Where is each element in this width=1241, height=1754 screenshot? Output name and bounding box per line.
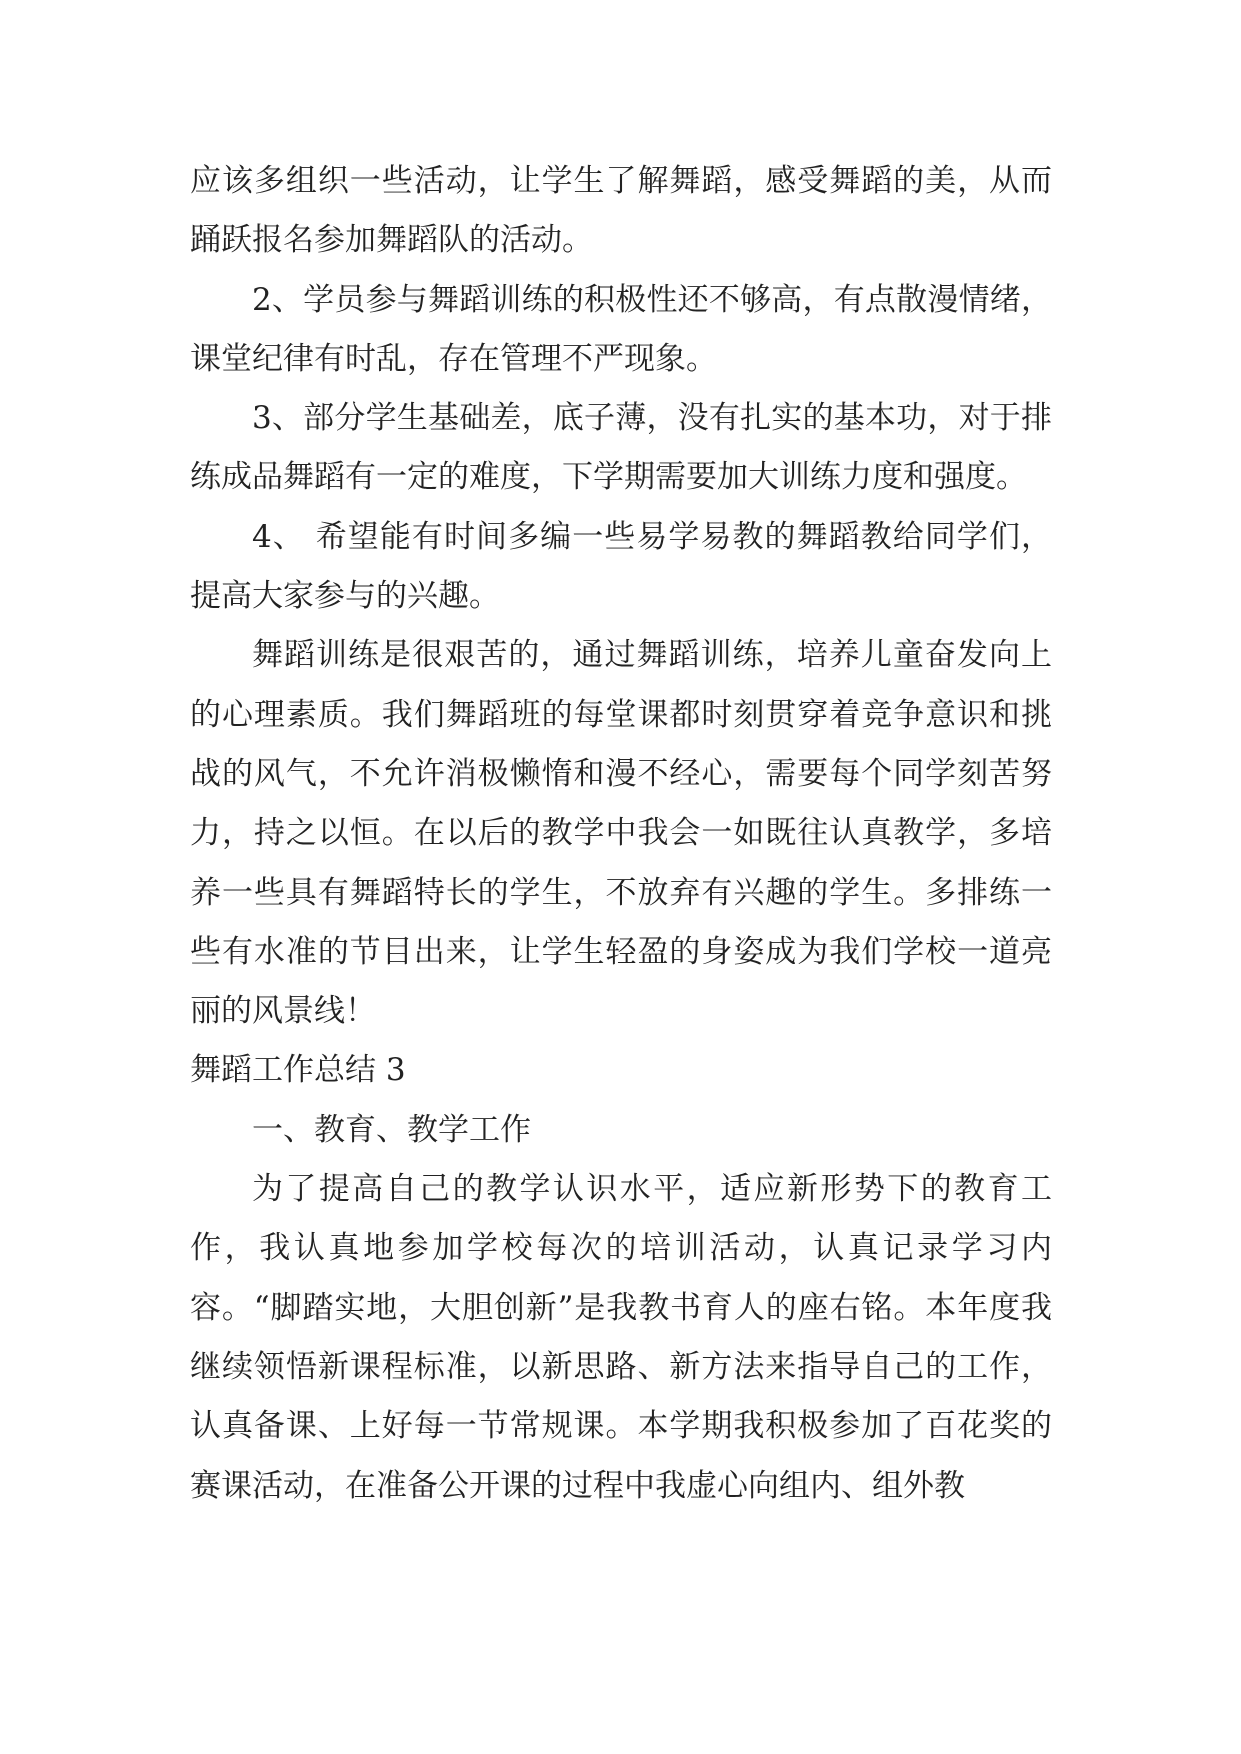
paragraph-item-3: 3、部分学生基础差，底子薄，没有扎实的基本功，对于排练成品舞蹈有一定的难度，下学期需要加大训练力度和强度。: [190, 400, 1052, 496]
document-body: [190, 152, 1052, 1516]
subsection-heading: 一、教育、教学工作: [252, 1111, 531, 1148]
paragraph-education: 为了提高自己的教学认识水平，适应新形势下的教育工作，我认真地参加学校每次的培训活动，认真记录学习内容。“脚踏实地，大胆创新”是我教书育人的座右铭。本年度我继续领悟新课程标准，以新思路、新方法来指导自己的工作，认真备课、上好每一节常规课。本学期我积极参加了百花奖的赛课活动，在准备公开课的过程中我虚心向组内、组外教: [190, 1171, 1052, 1504]
paragraph-item-4: 4、 希望能有时间多编一些易学易教的舞蹈教给同学们，提高大家参与的兴趣。: [190, 518, 1052, 615]
paragraph-item-2: 2、学员参与舞蹈训练的积极性还不够高，有点散漫情绪，课堂纪律有时乱，存在管理不严现象。: [190, 281, 1052, 377]
paragraph-continuation: 应该多组织一些活动，让学生了解舞蹈，感受舞蹈的美，从而踊跃报名参加舞蹈队的活动。: [190, 163, 1052, 259]
paragraph-closing: 舞蹈训练是很艰苦的，通过舞蹈训练，培养儿童奋发向上的心理素质。我们舞蹈班的每堂课都时刻贯穿着竞争意识和挑战的风气，不允许消极懒惰和漫不经心，需要每个同学刻苦努力，持之以恒。在以后的教学中我会一如既往认真教学，多培养一些具有舞蹈特长的学生，不放弃有兴趣的学生。多排练一些有水准的节目出来，让学生轻盈的身姿成为我们学校一道亮丽的风景线！: [190, 637, 1052, 1030]
section-heading: 舞蹈工作总结 3: [190, 1052, 406, 1089]
